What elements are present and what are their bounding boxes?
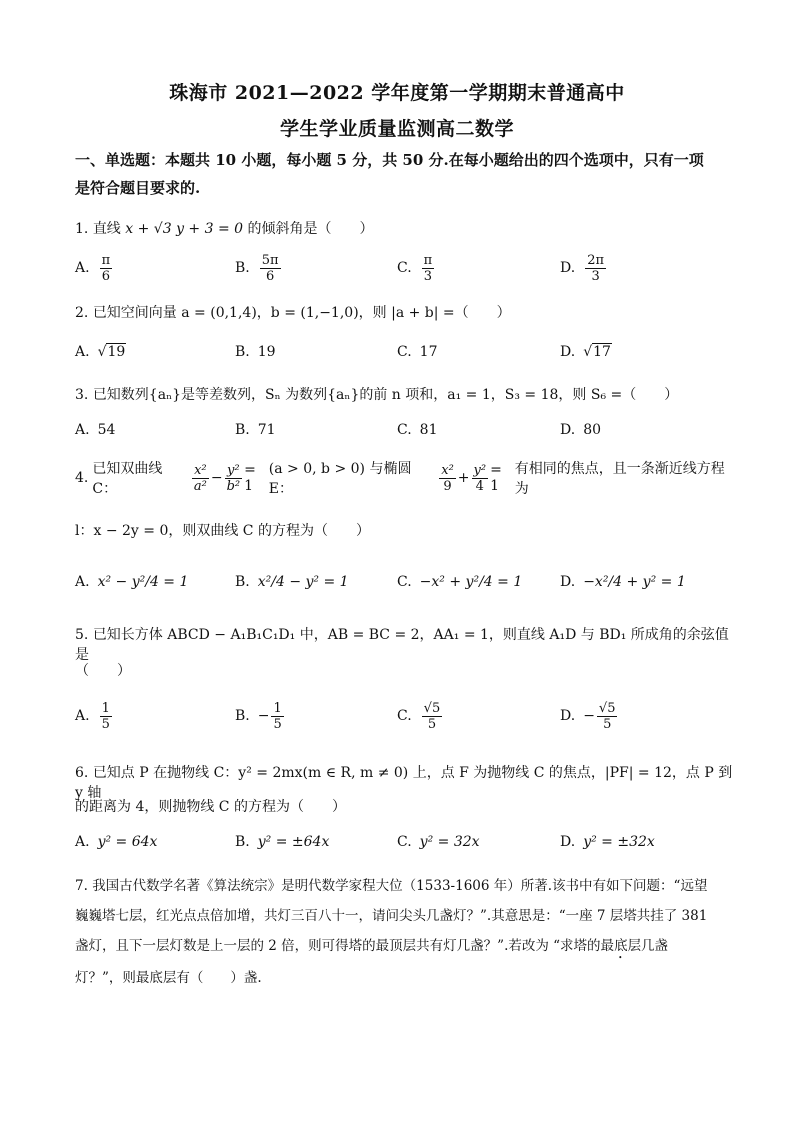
option-label: D. xyxy=(560,422,576,438)
option-value: 81 xyxy=(419,422,438,438)
fraction xyxy=(100,701,112,732)
question-text: (a > 0, b > 0) 与椭圆 E： xyxy=(268,461,412,497)
numerator: x² xyxy=(194,462,207,478)
question-number: 7. xyxy=(75,878,88,894)
numerator: √5 xyxy=(423,700,441,716)
option-d xyxy=(560,698,619,734)
option-b xyxy=(235,824,329,860)
denominator: 4 xyxy=(475,478,484,494)
sign: − xyxy=(583,708,595,724)
option-value: x²/4 − y² = 1 xyxy=(257,574,349,590)
option-label: D. xyxy=(560,834,576,850)
option-a xyxy=(75,250,114,286)
option-label: B. xyxy=(235,708,250,724)
minus-sign: − xyxy=(210,470,223,486)
denominator: b² xyxy=(226,478,241,494)
question-2-options xyxy=(75,334,735,370)
question-text: 层几盏 xyxy=(627,938,669,954)
option-c xyxy=(397,698,444,734)
question-text: 已知双曲线 C： xyxy=(92,461,163,497)
option-value: 54 xyxy=(97,422,116,438)
denominator: 5 xyxy=(101,716,110,732)
option-label: C. xyxy=(397,344,412,360)
option-d xyxy=(560,824,655,860)
option-b xyxy=(235,412,276,448)
question-number: 5. xyxy=(75,627,89,643)
option-d xyxy=(560,250,608,286)
option-label: D. xyxy=(560,344,576,360)
option-b xyxy=(235,564,349,600)
option-value: 71 xyxy=(257,422,276,438)
numerator: √5 xyxy=(598,700,616,716)
option-d xyxy=(560,334,612,370)
fraction xyxy=(439,463,456,494)
equation: x + √3 y + 3 = 0 xyxy=(125,221,244,237)
option-c xyxy=(397,564,522,600)
option-a xyxy=(75,334,126,370)
numerator: 1 xyxy=(101,700,110,716)
option-value: 17 xyxy=(419,344,438,360)
question-number: 4. xyxy=(75,470,89,486)
question-text: 已知点 P 在抛物线 C：y² = 2mx(m ∈ R, m ≠ 0) 上，点 F 为抛物线 C 的焦点，|PF| = 12，点 P 到 y 轴 xyxy=(75,765,733,801)
option-label: A. xyxy=(75,260,90,276)
fraction xyxy=(271,701,283,732)
question-7-line3 xyxy=(75,934,735,962)
denominator: 6 xyxy=(101,268,110,284)
option-label: B. xyxy=(235,834,250,850)
option-label: C. xyxy=(397,834,412,850)
sign: − xyxy=(257,708,270,724)
option-d xyxy=(560,564,686,600)
fraction xyxy=(225,463,243,494)
question-7-line4: 灯？”，则最底层有（ ）盏. xyxy=(75,970,262,986)
section-heading-line2: 是符合题目要求的. xyxy=(75,179,201,197)
sqrt-expression: √17 xyxy=(583,344,611,360)
fraction xyxy=(422,701,443,732)
option-c xyxy=(397,250,436,286)
option-label: B. xyxy=(235,260,250,276)
equals-one: = 1 xyxy=(244,462,256,494)
question-text: 已知空间向量 a = (0,1,4)，b = (1,−1,0)，则 |a + b| =（ ） xyxy=(92,305,511,321)
denominator: 9 xyxy=(443,478,452,494)
numerator: 5π xyxy=(261,252,279,268)
question-text: 直线 xyxy=(92,221,121,237)
option-label: D. xyxy=(560,260,576,276)
denominator: 5 xyxy=(273,716,282,732)
option-a xyxy=(75,698,114,734)
denominator: 5 xyxy=(427,716,437,732)
option-label: D. xyxy=(560,708,576,724)
question-4-options xyxy=(75,564,735,600)
denominator: 5 xyxy=(603,716,612,732)
option-d xyxy=(560,412,601,448)
option-c xyxy=(397,334,438,370)
denominator: a² xyxy=(193,478,207,494)
denominator: 6 xyxy=(266,268,275,284)
question-7 xyxy=(75,874,735,894)
question-5 xyxy=(75,624,735,664)
numerator: x² xyxy=(441,462,454,478)
denominator: 3 xyxy=(591,268,600,284)
question-text: 有相同的焦点，且一条渐近线方程为 xyxy=(514,461,725,497)
numerator: π xyxy=(423,252,433,268)
question-5-options xyxy=(75,698,735,734)
numerator: 1 xyxy=(273,700,282,716)
fraction xyxy=(472,463,489,494)
option-c xyxy=(397,824,480,860)
question-number: 6. xyxy=(75,765,89,781)
numerator: y² xyxy=(227,462,240,478)
option-value: 80 xyxy=(583,422,602,438)
fraction xyxy=(260,253,281,284)
question-text: 的倾斜角是（ ） xyxy=(247,221,374,237)
question-text: 已知数列{aₙ}是等差数列，Sₙ 为数列{aₙ}的前 n 项和，a₁ = 1，S₃ = 18，则 S₆ =（ ） xyxy=(92,387,679,403)
option-value: 19 xyxy=(257,344,276,360)
option-label: D. xyxy=(560,574,576,590)
option-value: y² = ±64x xyxy=(257,834,330,850)
numerator: 2π xyxy=(587,252,605,268)
plus-sign: + xyxy=(457,470,470,486)
question-7-line2: 巍巍塔七层，红光点点倍加增，共灯三百八十一，请问尖头几盏灯？”.其意思是：“一座 7 层塔共挂了 381 xyxy=(75,908,708,924)
question-4-line2: l：x − 2y = 0，则双曲线 C 的方程为（ ） xyxy=(75,523,370,539)
option-a xyxy=(75,824,157,860)
question-number: 1. xyxy=(75,221,89,237)
exam-title-line1: 珠海市 2021—2022 学年度第一学期期末普通高中 xyxy=(169,82,625,104)
question-text: 盏灯，且下一层灯数是上一层的 2 倍，则可得塔的最顶层共有灯几盏？”.若改为 “求塔的最 xyxy=(75,938,615,954)
option-label: A. xyxy=(75,708,90,724)
option-c xyxy=(397,412,438,448)
option-label: A. xyxy=(75,344,90,360)
option-label: C. xyxy=(397,422,412,438)
question-number: 2. xyxy=(75,305,89,321)
option-b xyxy=(235,698,286,734)
option-value: y² = 64x xyxy=(97,834,158,850)
option-label: C. xyxy=(397,260,412,276)
radicand: 17 xyxy=(593,344,611,360)
section-heading xyxy=(75,146,735,202)
question-3 xyxy=(75,384,735,404)
question-2 xyxy=(75,302,735,322)
option-label: A. xyxy=(75,574,90,590)
section-heading-line1: 一、单选题：本题共 10 小题，每小题 5 分，共 50 分.在每小题给出的四个选项中，只有一项 xyxy=(75,151,704,169)
option-label: B. xyxy=(235,344,250,360)
option-label: B. xyxy=(235,422,250,438)
option-a xyxy=(75,564,188,600)
fraction xyxy=(597,701,618,732)
question-6-line2: 的距离为 4，则抛物线 C 的方程为（ ） xyxy=(75,799,346,815)
fraction xyxy=(422,253,435,284)
question-1-options xyxy=(75,250,735,286)
question-text: 已知长方体 ABCD − A₁B₁C₁D₁ 中，AB = BC = 2，AA₁ = 1，则直线 A₁D 与 BD₁ 所成角的余弦值是 xyxy=(75,627,729,663)
question-5-line2: （ ） xyxy=(75,663,131,679)
question-number: 3. xyxy=(75,387,89,403)
question-4 xyxy=(75,460,735,496)
emphasized-text: 底 xyxy=(614,938,628,954)
question-3-options xyxy=(75,412,735,448)
option-value: −x²/4 + y² = 1 xyxy=(583,574,686,590)
question-text: 我国古代数学名著《算法统宗》是明代数学家程大位（1533-1606 年）所著.该书中有如下问题：“远望 xyxy=(92,878,708,894)
option-a xyxy=(75,412,115,448)
sqrt-expression: √19 xyxy=(97,344,126,360)
exam-title-line2: 学生学业质量监测高二数学 xyxy=(279,118,514,140)
fraction xyxy=(192,463,209,494)
radicand: 19 xyxy=(107,344,126,360)
option-b xyxy=(235,250,283,286)
option-value: y² = 32x xyxy=(419,834,480,850)
option-value: −x² + y²/4 = 1 xyxy=(419,574,523,590)
option-b xyxy=(235,334,276,370)
option-value: y² = ±32x xyxy=(583,834,655,850)
numerator: y² xyxy=(473,462,487,478)
question-6-options xyxy=(75,824,735,860)
fraction xyxy=(100,253,113,284)
option-label: C. xyxy=(397,708,412,724)
denominator: 3 xyxy=(423,268,433,284)
option-label: A. xyxy=(75,834,90,850)
equals-one: = 1 xyxy=(490,462,502,494)
option-label: B. xyxy=(235,574,250,590)
option-label: C. xyxy=(397,574,412,590)
fraction xyxy=(585,253,606,284)
question-1 xyxy=(75,218,735,238)
numerator: π xyxy=(101,252,111,268)
option-label: A. xyxy=(75,422,90,438)
option-value: x² − y²/4 = 1 xyxy=(97,574,189,590)
